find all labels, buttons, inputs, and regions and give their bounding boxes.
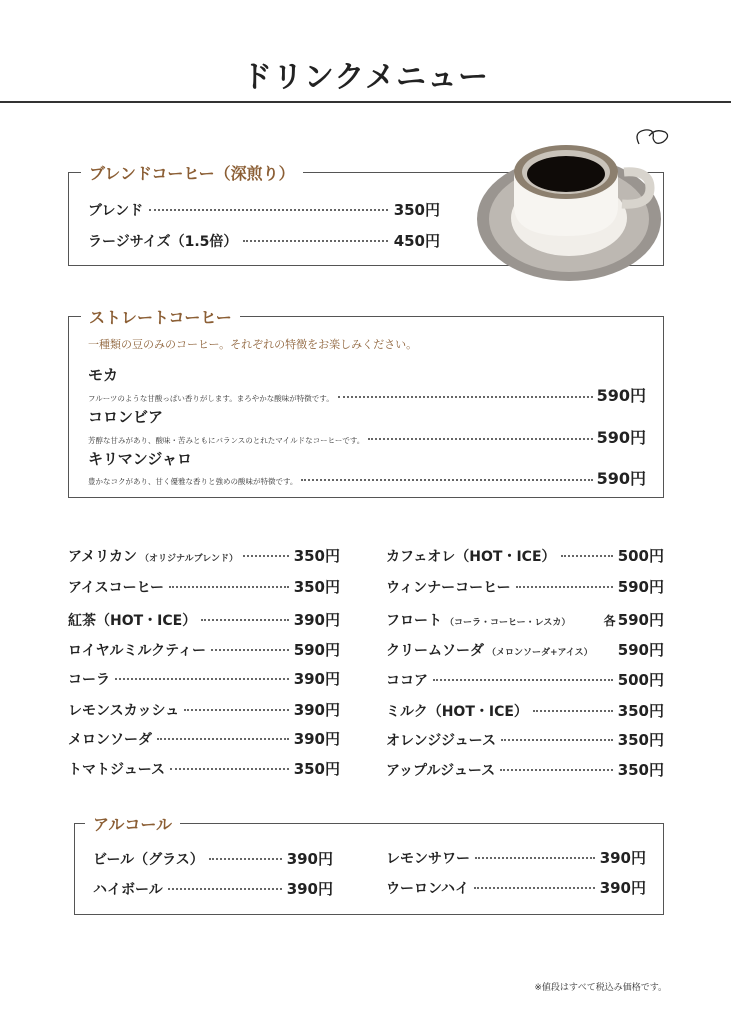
drink-item-cocoa — [386, 669, 664, 690]
drink-price: 350円 — [617, 702, 664, 720]
drink-item-american — [68, 545, 340, 566]
drink-name: クリームソーダ — [386, 643, 484, 659]
menu-item-kilimanjaro-row — [88, 466, 646, 489]
drink-item-royal-milk-tea — [68, 639, 340, 660]
leader-dots — [168, 888, 282, 890]
drink-price: 390円 — [293, 730, 340, 748]
menu-item-description: 芳醇な甘みがあり、酸味・苦みともにバランスのとれたマイルドなコーヒーです。 — [88, 436, 365, 445]
drink-item-cola — [68, 668, 340, 689]
drink-subtext: （コーラ・コーヒー・レスカ） — [445, 618, 571, 628]
alcohol-item-highball — [93, 878, 333, 899]
leader-dots — [243, 555, 289, 557]
title-divider — [0, 101, 731, 103]
drink-name: メロンソーダ — [68, 732, 152, 748]
menu-item-large-size — [88, 230, 440, 251]
drink-price: 390円 — [293, 611, 340, 629]
drink-subtext: （メロンソーダ+アイス） — [487, 648, 593, 658]
menu-item-kilimanjaro: キリマンジャロ — [88, 450, 193, 468]
leader-dots — [561, 555, 613, 557]
menu-item-description: フルーツのような甘酸っぱい香りがします。まろやかな酸味が特徴です。 — [88, 394, 334, 403]
drink-price: 350円 — [293, 547, 340, 565]
leader-dots — [338, 396, 593, 398]
alcohol-item-beer — [93, 848, 333, 869]
leader-dots — [301, 479, 592, 481]
alcohol-section — [74, 815, 664, 915]
leader-dots — [500, 769, 613, 771]
drink-item-lemon-squash — [68, 699, 340, 720]
leader-dots — [169, 586, 289, 588]
menu-item-price: 350円 — [393, 201, 440, 219]
drink-item-apple-juice — [386, 759, 664, 780]
menu-item-name: ラージサイズ（1.5倍） — [88, 234, 238, 250]
alcohol-item-oolong-hai — [386, 877, 646, 898]
drink-price: 390円 — [286, 850, 333, 868]
drink-price: 350円 — [293, 578, 340, 596]
drink-item-tea — [68, 609, 340, 630]
drink-item-melon-soda — [68, 728, 340, 749]
drink-price: 350円 — [617, 731, 664, 749]
menu-item-price: 590円 — [596, 386, 646, 405]
drink-item-tomato-juice — [68, 758, 340, 779]
blend-coffee-heading: ブレンドコーヒー（深煎り） — [81, 161, 303, 184]
drink-name: ビール（グラス） — [93, 852, 204, 868]
coffee-cup-icon — [474, 124, 694, 294]
leader-dots — [201, 619, 288, 621]
alcohol-item-lemon-sour — [386, 847, 646, 868]
leader-dots — [516, 586, 613, 588]
drink-name: ロイヤルミルクティー — [68, 643, 207, 659]
drink-price: 590円 — [617, 611, 664, 629]
leader-dots — [157, 738, 289, 740]
drink-subtext: （オリジナルブレンド） — [140, 554, 238, 564]
menu-item-mocha: モカ — [88, 366, 119, 384]
menu-item-mocha-row — [88, 383, 646, 406]
drink-price: 590円 — [617, 578, 664, 596]
leader-dots — [115, 678, 289, 680]
leader-dots — [211, 649, 289, 651]
drink-item-milk — [386, 700, 664, 721]
drink-price: 350円 — [293, 760, 340, 778]
leader-dots — [149, 209, 388, 211]
menu-item-blend — [88, 199, 440, 220]
leader-dots — [533, 710, 613, 712]
leader-dots — [474, 887, 595, 889]
menu-item-name: ブレンド — [88, 203, 144, 219]
drink-item-orange-juice — [386, 729, 664, 750]
drink-price: 500円 — [617, 547, 664, 565]
drink-name: ウィンナーコーヒー — [386, 580, 511, 596]
menu-item-colombia: コロンビア — [88, 408, 164, 426]
page-title: ドリンクメニュー — [241, 60, 490, 95]
alcohol-heading: アルコール — [85, 812, 180, 835]
leader-dots — [170, 768, 289, 770]
drink-item-float — [386, 609, 664, 630]
drink-price: 390円 — [599, 879, 646, 897]
drink-item-cream-soda — [386, 639, 664, 660]
drink-name: アイスコーヒー — [68, 580, 165, 596]
menu-item-price: 590円 — [596, 428, 646, 447]
leader-dots — [475, 857, 595, 859]
drink-price: 390円 — [293, 701, 340, 719]
leader-dots — [501, 739, 613, 741]
drink-name: ウーロンハイ — [386, 881, 470, 897]
drink-name: ミルク（HOT・ICE） — [386, 704, 528, 720]
menu-item-description: 豊かなコクがあり、甘く優雅な香りと強めの酸味が特徴です。 — [88, 477, 298, 486]
menu-item-price: 450円 — [393, 232, 440, 250]
leader-dots — [433, 679, 613, 681]
drink-item-vienna-coffee — [386, 576, 664, 597]
straight-coffee-heading: ストレートコーヒー — [81, 305, 240, 328]
drink-name: アメリカン — [68, 549, 138, 565]
drink-price: 390円 — [293, 670, 340, 688]
drink-price: 350円 — [617, 761, 664, 779]
drink-price: 390円 — [286, 880, 333, 898]
leader-dots — [184, 709, 289, 711]
drink-name: アップルジュース — [386, 763, 496, 779]
menu-item-colombia-row — [88, 425, 646, 448]
drink-name: フロート — [386, 613, 442, 629]
drink-price-prefix: 各 — [603, 614, 616, 628]
drink-name: 紅茶（HOT・ICE） — [68, 613, 197, 629]
leader-dots — [368, 438, 592, 440]
leader-dots — [209, 858, 282, 860]
drink-name: レモンスカッシュ — [68, 703, 180, 719]
menu-item-price: 590円 — [596, 469, 646, 488]
drink-name: コーラ — [68, 672, 110, 688]
drink-price: 590円 — [617, 641, 664, 659]
drink-name: ハイボール — [93, 882, 163, 898]
drink-name: トマトジュース — [68, 762, 166, 778]
leader-dots — [243, 240, 387, 242]
drink-item-cafe-au-lait — [386, 545, 664, 566]
drink-name: レモンサワー — [386, 851, 470, 867]
drink-name: オレンジジュース — [386, 733, 496, 749]
drink-price: 590円 — [293, 641, 340, 659]
drink-name: カフェオレ（HOT・ICE） — [386, 549, 556, 565]
tax-footnote: ※値段はすべて税込み価格です。 — [534, 983, 667, 993]
drink-item-iced-coffee — [68, 576, 340, 597]
drink-price: 500円 — [617, 671, 664, 689]
drink-price: 390円 — [599, 849, 646, 867]
drink-name: ココア — [386, 673, 428, 689]
straight-coffee-note: 一種類の豆のみのコーヒー。それぞれの特徴をお楽しみください。 — [88, 338, 418, 351]
